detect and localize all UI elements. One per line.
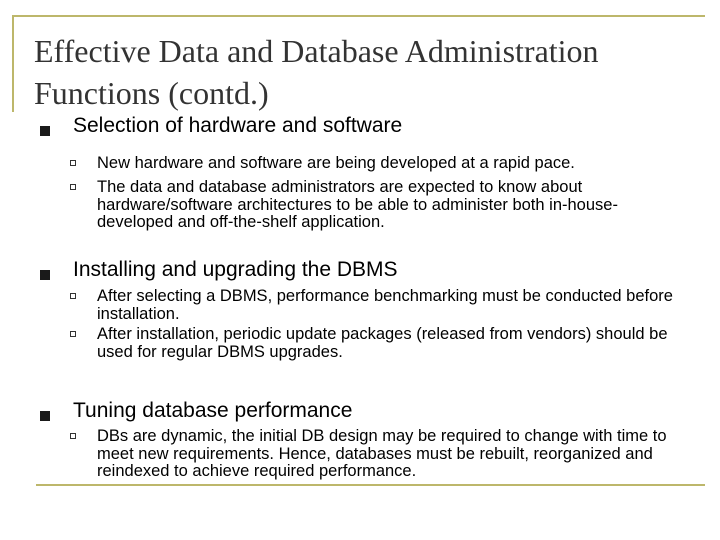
sub-point-text: After selecting a DBMS, performance benchmarking must be conducted before installation. — [97, 287, 673, 323]
sub-point-text: New hardware and software are being developed at a rapid pace. — [97, 154, 575, 172]
square-bullet-icon — [40, 270, 50, 280]
sub-point-text: After installation, periodic update packages (released from vendors) should be used for regular DBMS upgrades. — [97, 325, 668, 361]
frame-left-rule — [12, 15, 14, 112]
section-heading-label: Installing and upgrading the DBMS — [73, 258, 398, 281]
hollow-square-bullet-icon — [70, 293, 76, 299]
hollow-square-bullet-icon — [70, 160, 76, 166]
section-heading-installing-upgrading — [40, 258, 398, 281]
square-bullet-icon — [40, 411, 50, 421]
sub-point-text: The data and database administrators are expected to know about hardware/software architectures to be able to administer both in-house-developed and off-the-shelf application. — [97, 178, 618, 231]
hollow-square-bullet-icon — [70, 184, 76, 190]
hollow-square-bullet-icon — [70, 433, 76, 439]
section-heading-label: Tuning database performance — [73, 399, 353, 422]
section-heading-label: Selection of hardware and software — [73, 114, 403, 137]
hollow-square-bullet-icon — [70, 331, 76, 337]
sub-point-text: DBs are dynamic, the initial DB design may be required to change with time to meet new requirements. Hence, databases must be rebuilt, reorganized and reindexed to achieve required performance. — [97, 427, 667, 480]
section-heading-tuning — [40, 399, 353, 422]
slide-title: Effective Data and Database Administration Functions (contd.) — [34, 33, 599, 111]
frame-bottom-rule — [36, 484, 705, 486]
square-bullet-icon — [40, 126, 50, 136]
frame-top-rule — [12, 15, 705, 17]
section-heading-hardware-software — [40, 114, 403, 137]
